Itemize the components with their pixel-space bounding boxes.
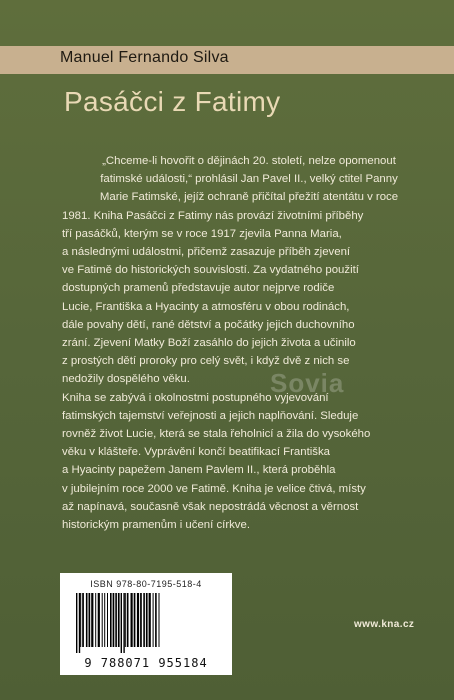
blurb-line: zrání. Zjevení Matky Boží zasáhlo do jejich života a učinilo xyxy=(62,337,356,350)
blurb-line: nedožily dospělého věku. xyxy=(62,373,190,386)
blurb-line: rovněž život Lucie, která se stala řeholnicí a žila do vysokého xyxy=(62,428,371,441)
blurb-line: v jubilejním roce 2000 ve Fatimě. Kniha je velice čtivá, místy xyxy=(62,482,366,495)
blurb-line: „Chceme-li hovořit o dějinách 20. století, nelze opomenout xyxy=(102,155,396,167)
blurb-line: tří pasáčků, kterým se v roce 1917 zjevila Panna Maria, xyxy=(62,227,342,240)
isbn-text: ISBN 978-80-7195-518-4 xyxy=(90,579,202,589)
blurb-line: Kniha se zabývá i okolnostmi postupného vyjevování xyxy=(62,391,329,404)
blurb-line: fatimských tajemství veřejnosti a jejich naplňování. Sleduje xyxy=(62,409,359,422)
author-name: Manuel Fernando Silva xyxy=(60,49,229,66)
blurb-line: a Hyacinty papežem Janem Pavlem II., která proběhla xyxy=(62,464,336,477)
blurb-line: ve Fatimě do historických souvislostí. Za vydatného použití xyxy=(62,264,359,277)
blurb-line: dále povahy dětí, rané dětství a počátky jejich duchovního xyxy=(62,318,355,331)
book-title: Pasáčci z Fatimy xyxy=(64,86,281,117)
website-url[interactable]: www.kna.cz xyxy=(354,619,415,630)
blurb-line: Lucie, Františka a Hyacinty a atmosféru v obou rodinách, xyxy=(62,300,350,313)
barcode-label xyxy=(60,573,232,675)
barcode-bars xyxy=(74,593,222,653)
blurb-text xyxy=(62,152,436,534)
blurb-line: věku v klášteře. Vyprávění končí beatifikací Františka xyxy=(62,446,331,459)
blurb-line: a následnými událostmi, přičemž zasazuje příběh zjevení xyxy=(62,246,351,259)
blurb-line: historickým pramenům i učení církve. xyxy=(62,519,251,532)
blurb-line: Marie Fatimské, jejíž ochraně přičítal přežití atentátu v roce xyxy=(99,191,399,204)
blurb-line: 1981. Kniha Pasáčci z Fatimy nás provází životními příběhy xyxy=(62,209,364,222)
blurb-line: z prostých dětí proroky pro celý svět, i když dvě z nich se xyxy=(62,355,350,368)
barcode-digits: 9 788071 955184 xyxy=(84,656,208,670)
blurb-line: dostupných pramenů představuje autor nejprve rodiče xyxy=(62,282,335,295)
blurb-line: až napínavá, současně však nepostrádá věcnost a věrnost xyxy=(62,500,359,513)
watermark: Sovia xyxy=(270,368,345,398)
blurb-line: fatimské události,“ prohlásil Jan Pavel II., velký ctitel Panny xyxy=(100,173,398,186)
